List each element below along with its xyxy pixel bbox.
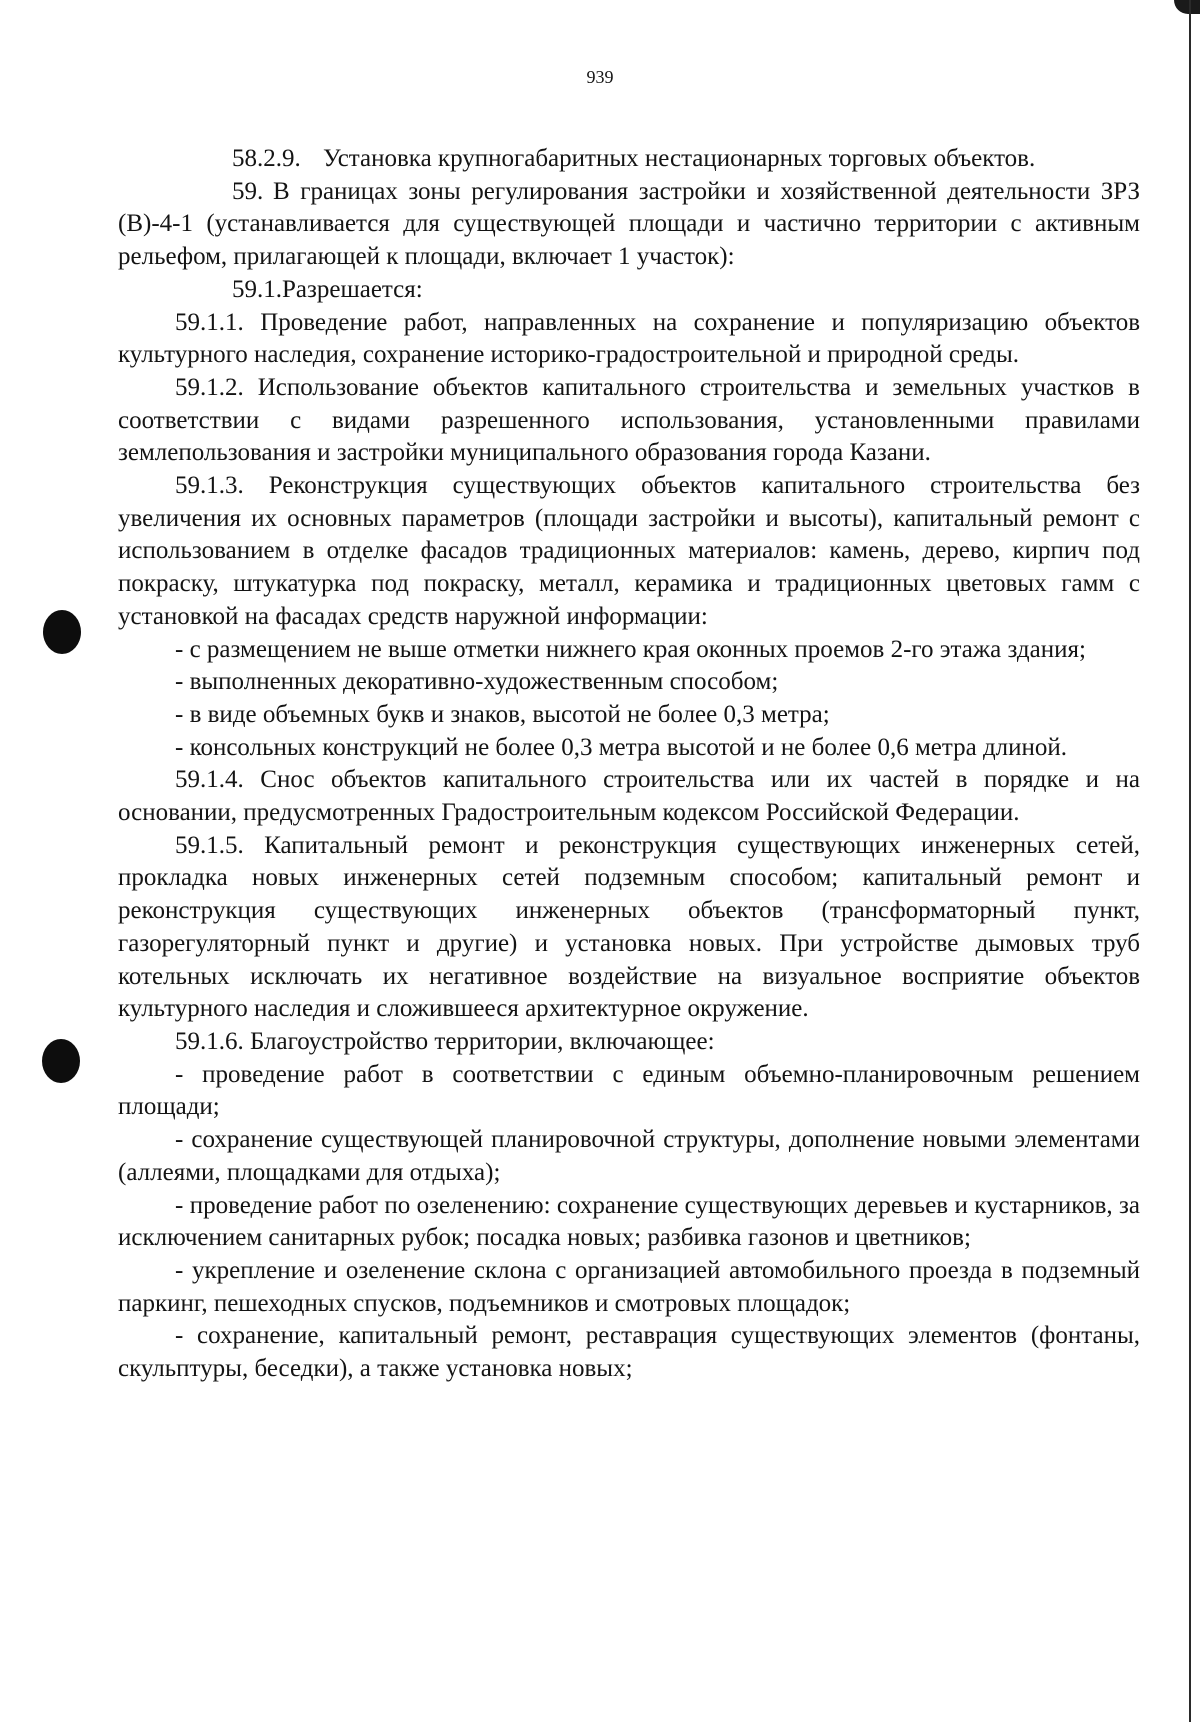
clause-number: 59.1.: [232, 275, 282, 303]
list-item: - в виде объемных букв и знаков, высотой не более 0,3 метра;: [175, 700, 830, 728]
scan-corner-mark: [1174, 0, 1200, 14]
clause-number: 59.: [232, 177, 264, 205]
paragraph: [118, 143, 1140, 176]
list-item: - проведение работ по озеленению: сохранение существующих деревьев и кустарников, за исключением санитарных рубок; посадка новых; разбивка газонов и цветников;: [118, 1191, 1140, 1252]
clause-text: Снос объектов капитального строительства или их частей в порядке и на основании, предусмотренных Градостроительным кодексом Российской Федерации.: [118, 766, 1141, 827]
clause-text: Использование объектов капитального строительства и земельных участков в соответствии с видами разрешенного использования, установленными правилами землепользования и застройки муниципального образования города Казани.: [118, 373, 1140, 467]
clause-text: Разрешается:: [282, 275, 423, 303]
clause-number: 59.1.6.: [175, 1027, 244, 1055]
paragraph: [118, 372, 1140, 470]
paragraph: [118, 307, 1140, 372]
clause-text: В границах зоны регулирования застройки и хозяйственной деятельности ЗРЗ (В)-4-1 (устанавливается для существующей площади и частично территории с активным рельефом, прилагающей к площади, включает 1 участок):: [118, 177, 1140, 271]
clause-text: Благоустройство территории, включающее:: [250, 1027, 715, 1055]
list-item: - с размещением не выше отметки нижнего края оконных проемов 2-го этажа здания;: [175, 635, 1086, 663]
document-body: [118, 143, 1140, 1386]
list-item: - консольных конструкций не более 0,3 метра высотой и не более 0,6 метра длиной.: [175, 733, 1068, 761]
paragraph: [118, 1026, 1140, 1059]
list-item: - сохранение существующей планировочной структуры, дополнение новыми элементами (аллеями, площадками для отдыха);: [118, 1126, 1140, 1186]
list-item: - сохранение, капитальный ремонт, реставрация существующих элементов (фонтаны, скульптуры, беседки), а также установка новых;: [118, 1322, 1140, 1383]
clause-text: Установка крупногабаритных нестационарных торговых объектов.: [323, 145, 1036, 172]
paragraph: [118, 764, 1140, 829]
paragraph: [118, 176, 1140, 274]
clause-number: 59.1.4.: [175, 766, 244, 794]
clause-text: Капитальный ремонт и реконструкция существующих инженерных сетей, прокладка новых инженерных сетей подземным способом; капитальный ремонт и реконструкция существующих инженерных объектов (трансформаторный пункт, газорегуляторный пункт и другие) и установка новых. При устройстве дымовых труб котельных исключать их негативное воздействие на визуальное восприятие объектов культурного наследия и сложившееся архитектурное окружение.: [118, 831, 1140, 1023]
paragraph: [118, 470, 1140, 634]
paragraph: [118, 274, 1140, 307]
paragraph: [118, 830, 1140, 1026]
clause-number: 59.1.2.: [175, 373, 244, 401]
scan-edge-line: [1189, 0, 1191, 1722]
clause-text: Реконструкция существующих объектов капитального строительства без увеличения их основных параметров (площади застройки и высоты), капитальный ремонт с использованием в отделке фасадов традиционных материалов: камень, дерево, кирпич под покраску, штукатурка под покраску, металл, керамика и традиционных цветовых гамм с установкой на фасадах средств наружной информации:: [118, 472, 1141, 630]
clause-number: 58.2.9.: [232, 145, 301, 172]
clause-number: 59.1.3.: [175, 472, 244, 500]
list-item: - проведение работ в соответствии с единым объемно-планировочным решением площади;: [118, 1060, 1140, 1121]
clause-number: 59.1.1.: [175, 308, 244, 336]
list-item: - выполненных декоративно-художественным способом;: [175, 668, 779, 696]
list-item: - укрепление и озеленение склона с организацией автомобильного проезда в подземный паркинг, пешеходных спусков, подъемников и смотровых площадок;: [118, 1256, 1140, 1317]
punch-hole-mark: [42, 1039, 80, 1083]
page-number: 939: [586, 67, 614, 87]
clause-text: Проведение работ, направленных на сохранение и популяризацию объектов культурного наследия, сохранение историко-градостроительной и природной среды.: [118, 308, 1140, 369]
clause-number: 59.1.5.: [175, 831, 244, 859]
punch-hole-mark: [43, 610, 81, 654]
